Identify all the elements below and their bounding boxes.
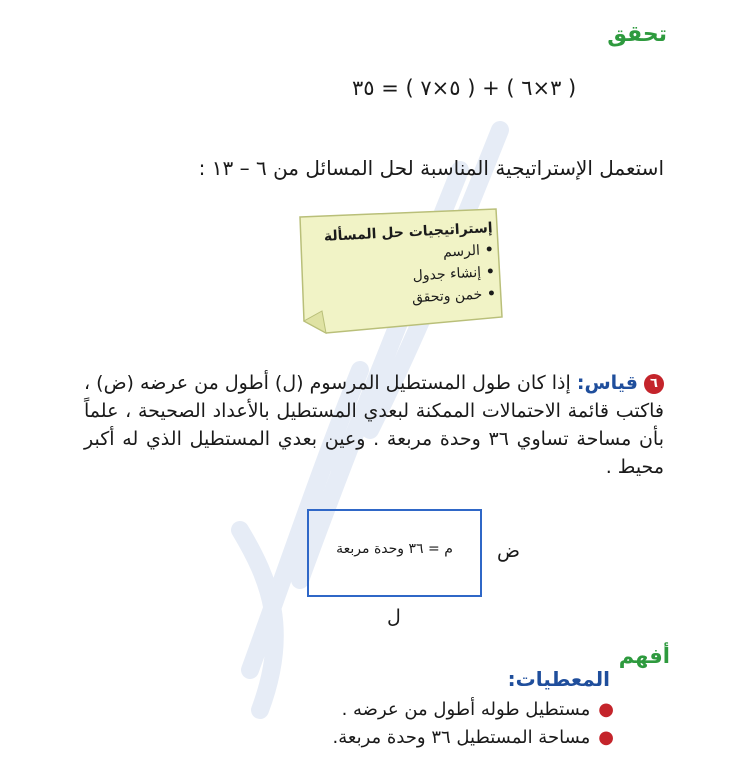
instruction-text: استعمل الإستراتيجية المناسبة لحل المسائل من ٦ – ١٣ : xyxy=(198,156,664,180)
strategies-note xyxy=(296,207,506,335)
list-item xyxy=(333,696,614,724)
given-text: مستطيل طوله أطول من عرضه . xyxy=(341,699,591,720)
bullet-icon: ● xyxy=(598,727,614,748)
problem-6 xyxy=(84,369,664,481)
note-title: إستراتيجيات حل المسألة xyxy=(323,219,493,245)
check-heading: تحقق xyxy=(607,22,667,47)
bullet-icon: ● xyxy=(598,699,614,720)
area-label: م = ٣٦ وحدة مربعة xyxy=(336,541,453,557)
understand-heading: أفهم xyxy=(618,644,670,668)
note-item: • إنشاء جدول xyxy=(315,261,496,292)
problem-text: إذا كان طول المستطيل المرسوم (ل) أطول من عرضه (ض) ، فاكتب قائمة الاحتمالات الممكنة لبعدي المستطيل بالأعداد الصحيحة ، علماً بأن مساحة تساوي ٣٦ وحدة مربعة . وعين بعدي المستطيل الذي له أكبر محيط . xyxy=(84,372,664,478)
length-label: ل xyxy=(387,606,401,628)
note-item: • خمن وتحقق xyxy=(316,283,497,314)
list-item xyxy=(333,724,614,752)
rectangle-figure xyxy=(307,509,482,597)
givens-heading: المعطيات: xyxy=(507,667,610,691)
given-text: مساحة المستطيل ٣٦ وحدة مربعة. xyxy=(332,727,591,748)
note-item: • الرسم xyxy=(313,239,494,270)
problem-title: قياس: xyxy=(576,372,638,394)
givens-list xyxy=(333,696,614,752)
problem-number-badge: ٦ xyxy=(644,374,664,394)
check-equation: ( ٣×٦ ) + ( ٥×٧ ) = ٥٣ xyxy=(352,76,577,100)
width-label: ض xyxy=(497,540,520,562)
